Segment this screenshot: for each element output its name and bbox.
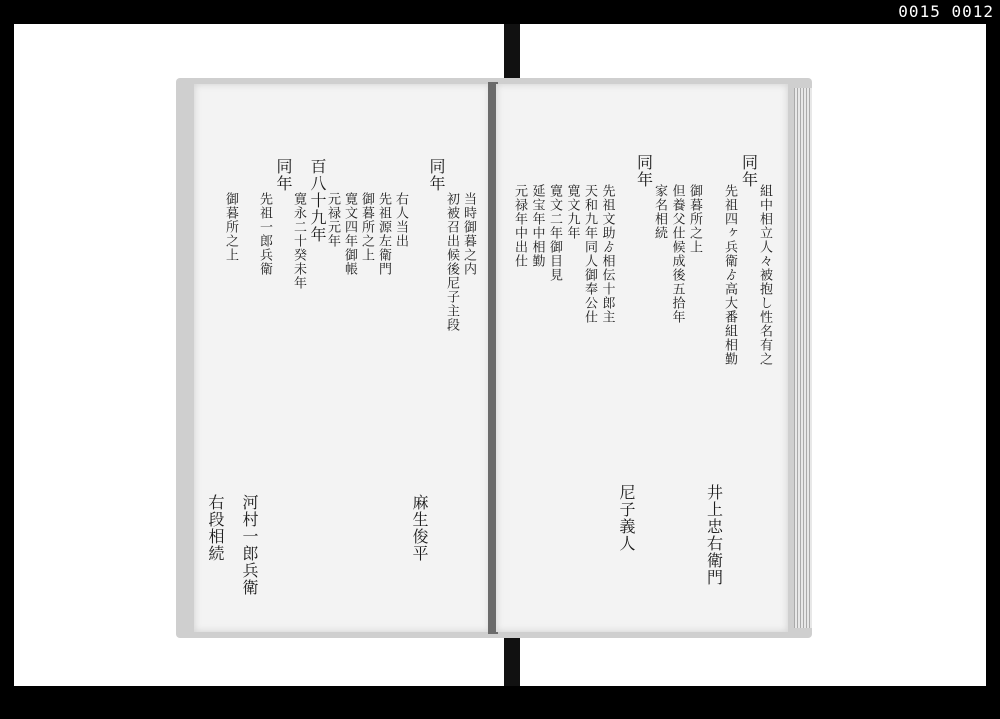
page-edges (794, 88, 812, 628)
text-column: 延宝年中相勤 (529, 184, 545, 268)
entry-heading: 同年 (739, 154, 759, 188)
text-column: 御暮所之上 (687, 184, 702, 254)
text-column: 寛文四年御帳 (342, 192, 357, 276)
person-name: 井上忠右衛門 (704, 484, 724, 586)
entry-heading: 同年 (274, 158, 293, 192)
person-name: 右段相続 (206, 494, 225, 562)
text-column: 寛文二年御目見 (547, 184, 562, 282)
text-column: 先祖一郎兵衛 (257, 192, 272, 276)
text-column: 但養父仕候成後五拾年 (669, 184, 685, 324)
text-column: 先祖源左衛門 (376, 192, 391, 276)
text-column: 組中相立人々被抱し性名有之 (757, 184, 772, 366)
text-column: 先祖文助ゟ相伝十郎主 (599, 184, 615, 324)
text-column: 元禄元年 (325, 192, 340, 248)
text-column: 御暮所之上 (223, 192, 238, 262)
text-column: 寛永二十癸未年 (291, 192, 306, 290)
right-page (496, 84, 788, 632)
text-column: 寛文九年 (564, 184, 580, 240)
text-column: 御暮所之上 (359, 192, 374, 262)
text-column: 家名相続 (652, 184, 667, 240)
text-column: 元禄年中出仕 (512, 184, 527, 268)
text-column: 当時御暮之内 (461, 192, 476, 276)
text-column: 天和九年同人御奉公仕 (582, 184, 597, 324)
person-name: 尼子義人 (617, 484, 636, 552)
open-book (176, 78, 812, 638)
person-name: 麻生俊平 (410, 494, 429, 562)
entry-heading: 同年 (634, 154, 654, 188)
entry-heading: 同年 (427, 158, 446, 192)
frame-counter: 0015 0012 (898, 2, 994, 21)
left-page (194, 84, 490, 632)
person-name: 河村一郎兵衛 (240, 494, 259, 596)
text-column: 先祖四ヶ兵衛ゟ高大番組相勤 (722, 184, 737, 366)
text-column: 初被召出候後尼子主段 (444, 192, 459, 332)
entry-heading: 百八十九年 (308, 158, 327, 243)
text-column: 右人当出 (393, 192, 408, 248)
